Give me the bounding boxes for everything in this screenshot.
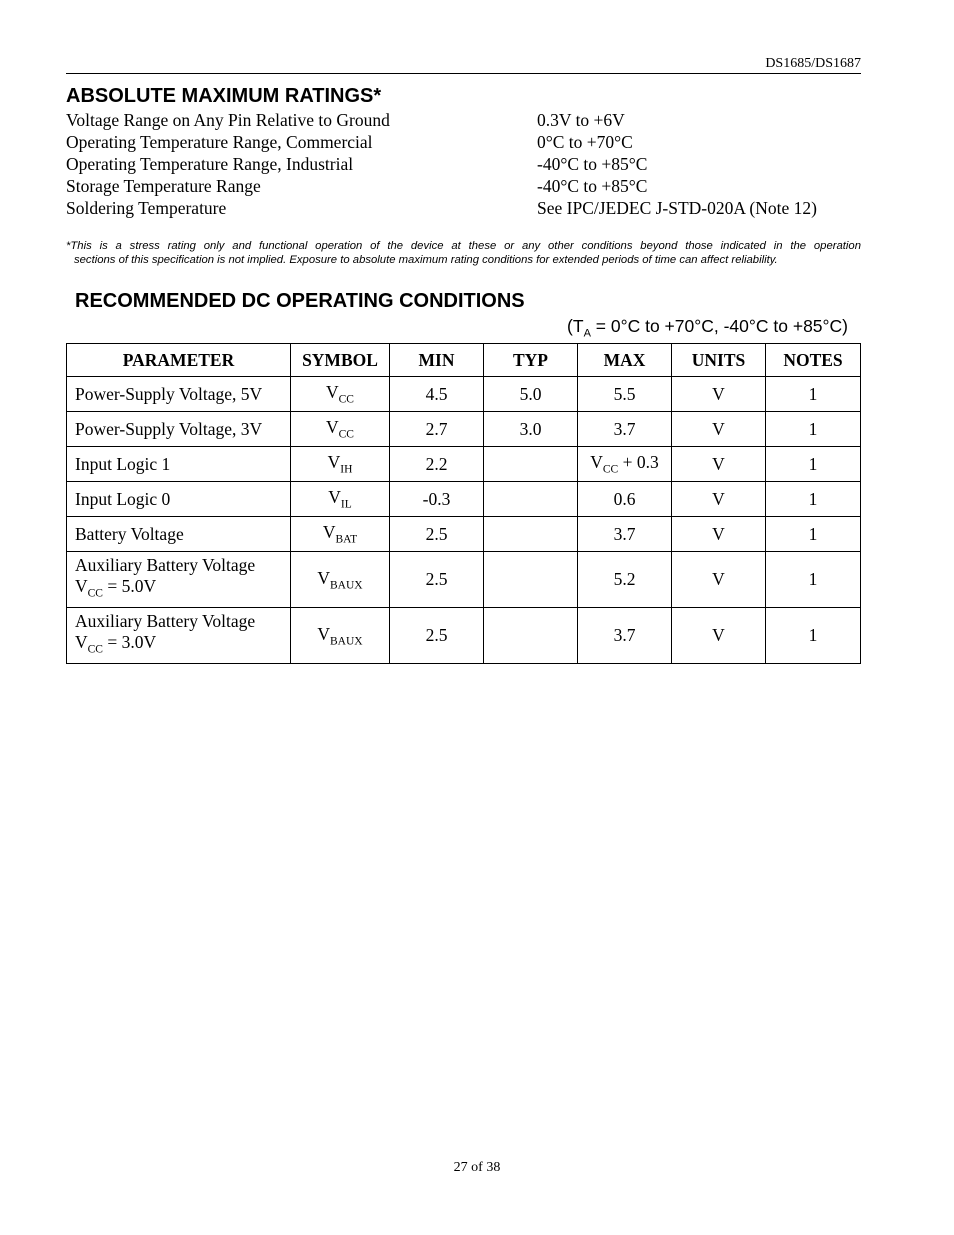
symbol-subscript: BAUX — [330, 635, 363, 648]
table-row — [67, 377, 861, 412]
units-cell: V — [672, 552, 766, 608]
parameter-name: Auxiliary Battery Voltage — [75, 610, 256, 631]
max-base: V — [590, 452, 603, 473]
symbol-cell — [291, 517, 390, 552]
conditions-range: = 0°C to +70°C, -40°C to +85°C) — [590, 316, 848, 336]
column-header: TYP — [484, 344, 578, 377]
condition-value: = 3.0V — [102, 631, 157, 652]
ratings-footnote — [66, 239, 861, 267]
conditions-open: (T — [567, 316, 584, 336]
max-subscript: CC — [602, 463, 619, 476]
rating-row — [66, 153, 866, 175]
table-header-row — [67, 344, 861, 377]
symbol-subscript: IH — [340, 463, 353, 476]
notes-cell: 1 — [766, 552, 861, 608]
parameter-name: Auxiliary Battery Voltage — [75, 554, 256, 575]
typ-cell: 3.0 — [484, 412, 578, 447]
column-header: NOTES — [766, 344, 861, 377]
symbol-subscript: CC — [338, 428, 354, 441]
min-cell: 2.2 — [390, 447, 484, 482]
typ-cell — [484, 517, 578, 552]
notes-cell: 1 — [766, 482, 861, 517]
max-cell — [578, 447, 672, 482]
table-row — [67, 552, 861, 608]
max-suffix: + 0.3 — [618, 452, 659, 473]
symbol-subscript: BAUX — [330, 579, 363, 592]
units-cell: V — [672, 482, 766, 517]
symbol-subscript: BAT — [335, 533, 358, 546]
symbol-base: V — [326, 417, 339, 438]
column-header: PARAMETER — [67, 344, 291, 377]
column-header: SYMBOL — [291, 344, 390, 377]
absolute-max-ratings-list — [66, 109, 866, 219]
document-header: DS1685/DS1687 — [765, 56, 861, 71]
symbol-cell — [291, 377, 390, 412]
parameter-cell — [67, 608, 291, 664]
units-cell: V — [672, 517, 766, 552]
table-row — [67, 608, 861, 664]
recommended-dc-title: RECOMMENDED DC OPERATING CONDITIONS — [75, 290, 525, 312]
symbol-cell — [291, 552, 390, 608]
symbol-cell — [291, 412, 390, 447]
rating-value: -40°C to +85°C — [537, 154, 648, 174]
rating-row — [66, 197, 866, 219]
units-cell: V — [672, 412, 766, 447]
rating-label: Voltage Range on Any Pin Relative to Ground — [66, 110, 390, 130]
min-cell: 2.7 — [390, 412, 484, 447]
operating-conditions-note — [567, 316, 848, 340]
notes-cell: 1 — [766, 517, 861, 552]
max-cell: 3.7 — [578, 517, 672, 552]
condition-base: V — [75, 631, 88, 652]
conditions-subscript: A — [583, 327, 591, 340]
table-row — [67, 412, 861, 447]
footnote-line: *This is a stress rating only and functional operation of the device at these or any other conditions beyond those indicated in the operation — [66, 240, 861, 252]
symbol-base: V — [328, 487, 341, 508]
footnote-line: sections of this specification is not implied. Exposure to absolute maximum rating conditions for extended periods of time can affect reliability. — [74, 254, 778, 266]
rating-label: Storage Temperature Range — [66, 176, 261, 196]
typ-cell: 5.0 — [484, 377, 578, 412]
parameter-condition — [75, 632, 290, 661]
notes-cell: 1 — [766, 377, 861, 412]
min-cell: 2.5 — [390, 517, 484, 552]
parameter-cell — [67, 552, 291, 608]
min-cell: 2.5 — [390, 552, 484, 608]
parameter-cell: Input Logic 0 — [67, 482, 291, 517]
parameter-cell: Power-Supply Voltage, 3V — [67, 412, 291, 447]
symbol-cell — [291, 447, 390, 482]
column-header: MIN — [390, 344, 484, 377]
units-cell: V — [672, 608, 766, 664]
max-cell: 3.7 — [578, 608, 672, 664]
rating-value: 0.3V to +6V — [537, 110, 625, 130]
rating-value: See IPC/JEDEC J-STD-020A (Note 12) — [537, 198, 817, 218]
notes-cell: 1 — [766, 608, 861, 664]
max-cell: 5.5 — [578, 377, 672, 412]
symbol-base: V — [317, 623, 331, 644]
min-cell: 2.5 — [390, 608, 484, 664]
table-row — [67, 482, 861, 517]
rating-label: Soldering Temperature — [66, 198, 227, 218]
condition-subscript: CC — [87, 643, 103, 656]
max-cell: 5.2 — [578, 552, 672, 608]
notes-cell: 1 — [766, 447, 861, 482]
max-cell: 3.7 — [578, 412, 672, 447]
rating-label: Operating Temperature Range, Industrial — [66, 154, 354, 174]
condition-subscript: CC — [87, 587, 103, 600]
rating-value: 0°C to +70°C — [537, 132, 633, 152]
typ-cell — [484, 608, 578, 664]
parameter-condition — [75, 576, 290, 605]
symbol-base: V — [322, 522, 336, 543]
symbol-subscript: CC — [338, 393, 354, 406]
table-row — [67, 517, 861, 552]
symbol-cell — [291, 608, 390, 664]
symbol-subscript: IL — [340, 498, 352, 511]
page-number: 27 of 38 — [453, 1160, 501, 1175]
rating-label: Operating Temperature Range, Commercial — [66, 132, 373, 152]
rating-value: -40°C to +85°C — [537, 176, 648, 196]
dc-conditions-table — [66, 343, 861, 664]
table-row — [67, 447, 861, 482]
parameter-cell: Battery Voltage — [67, 517, 291, 552]
min-cell: -0.3 — [390, 482, 484, 517]
condition-base: V — [75, 575, 88, 596]
typ-cell — [484, 482, 578, 517]
rating-row — [66, 131, 866, 153]
units-cell: V — [672, 377, 766, 412]
absolute-max-ratings-title: ABSOLUTE MAXIMUM RATINGS* — [66, 85, 382, 107]
rating-row — [66, 175, 866, 197]
notes-cell: 1 — [766, 412, 861, 447]
parameter-cell: Power-Supply Voltage, 5V — [67, 377, 291, 412]
symbol-base: V — [326, 382, 339, 403]
rating-row — [66, 109, 866, 131]
min-cell: 4.5 — [390, 377, 484, 412]
units-cell: V — [672, 447, 766, 482]
symbol-base: V — [327, 452, 341, 473]
parameter-cell: Input Logic 1 — [67, 447, 291, 482]
symbol-base: V — [317, 567, 331, 588]
column-header: MAX — [578, 344, 672, 377]
max-cell: 0.6 — [578, 482, 672, 517]
typ-cell — [484, 447, 578, 482]
typ-cell — [484, 552, 578, 608]
symbol-cell — [291, 482, 390, 517]
header-divider — [66, 73, 861, 74]
column-header: UNITS — [672, 344, 766, 377]
condition-value: = 5.0V — [102, 575, 157, 596]
